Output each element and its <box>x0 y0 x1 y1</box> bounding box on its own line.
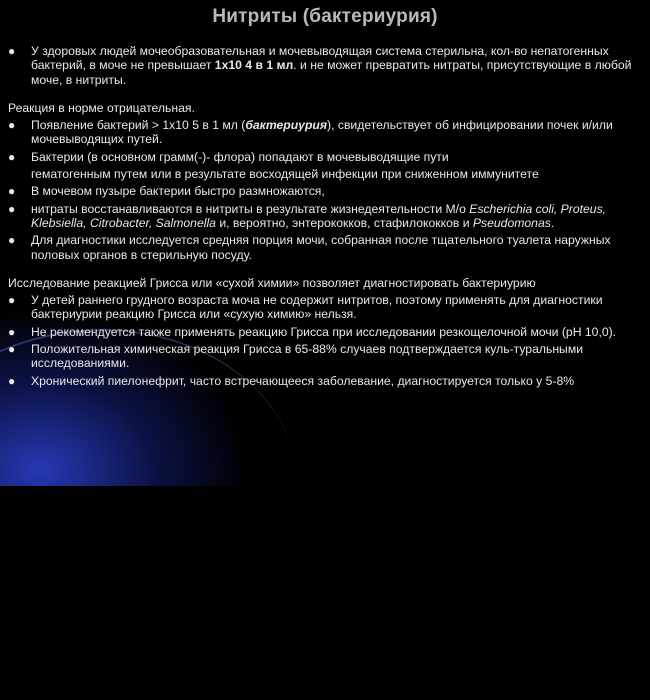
text: ), свидетельствует об инфицировании почек и/или мочевыводящих путей. <box>31 118 613 147</box>
bullet-dot: ● <box>8 324 16 339</box>
spacer <box>8 87 642 101</box>
text: Появление бактерий > 1х10 5 в 1 мл ( <box>31 118 246 133</box>
bullet-dot: ● <box>8 149 16 164</box>
bullet-item-alkaline <box>8 325 642 339</box>
bullet-item-infants <box>8 293 642 322</box>
slide-content <box>8 44 642 388</box>
bullet-dot: ● <box>8 201 16 216</box>
slide-title: Нитриты (бактериурия) <box>212 6 438 27</box>
bold-text: 1х10 4 в 1 мл <box>214 58 294 73</box>
text: Бактерии (в основном грамм(-)- флора) попадают в мочевыводящие пути <box>31 149 449 164</box>
bullet-dot: ● <box>8 44 16 58</box>
bullet-item-positive <box>8 342 642 371</box>
bullet-item-healthy <box>8 44 642 87</box>
griess-intro-text: Исследование реакцией Грисса или «сухой химии» позволяет диагностировать бактериурию <box>8 275 536 290</box>
spacer <box>8 262 642 276</box>
text: В мочевом пузыре бактерии быстро размножаются, <box>31 184 325 199</box>
italic-text: Escherichia coli, Proteus, Klebsiella, Citrobacter, Salmonella <box>31 201 607 230</box>
text: У детей раннего грудного возраста моча не содержит нитритов, поэтому применять для диагностики бактериурии реакцию Грисса или «сухую химию» нельзя. <box>31 293 603 322</box>
bacteria-route-continued <box>8 167 642 181</box>
bold-italic-text: бактериурия <box>245 118 328 133</box>
italic-text: Pseudomonas <box>472 215 551 230</box>
text: . и не может превратить нитраты, присутствующие в любой моче, в нитриты. <box>31 58 632 87</box>
text: . <box>550 215 555 230</box>
bullet-dot: ● <box>8 293 16 308</box>
text: Положительная химическая реакция Грисса в 65-88% случаев подтверждается куль-туральными исследованиями. <box>31 342 583 371</box>
text: и, вероятно, энтерококков, стафилококков и <box>215 215 473 230</box>
text: нитраты восстанавливаются в нитриты в результате жизнедеятельности М/о <box>31 201 470 216</box>
bullet-dot: ● <box>8 184 16 199</box>
reaction-norm-text: Реакция в норме отрицательная. <box>8 100 195 115</box>
bullet-dot: ● <box>8 373 16 388</box>
text: гематогенным путем или в результате восходящей инфекции при сниженном иммунитете <box>31 167 539 182</box>
bullet-dot: ● <box>8 118 16 133</box>
bullet-item-nitrates <box>8 202 642 231</box>
bullet-item-diagnostics <box>8 233 642 262</box>
text: У здоровых людей мочеобразовательная и мочевыводящая система стерильна, кол-во непатогенных бактерий, в моче не превышает <box>31 44 609 73</box>
bullet-item-bacteria-route <box>8 150 642 164</box>
bullet-dot: ● <box>8 342 16 357</box>
text: Хронический пиелонефрит, часто встречающееся заболевание, диагностируется только у 5-8% <box>31 373 575 388</box>
text: Для диагностики исследуется средняя порция мочи, собранная после тщательного туалета наружных половых органов в стерильную посуду. <box>31 233 611 262</box>
text: Не рекомендуется также применять реакцию Грисса при исследовании резкощелочной мочи (рН 10,0). <box>31 324 617 339</box>
bullet-item-bacteria-appearance <box>8 118 642 147</box>
bullet-item-pyelonephritis <box>8 374 642 388</box>
bullet-item-multiply <box>8 184 642 198</box>
bullet-dot: ● <box>8 233 16 248</box>
